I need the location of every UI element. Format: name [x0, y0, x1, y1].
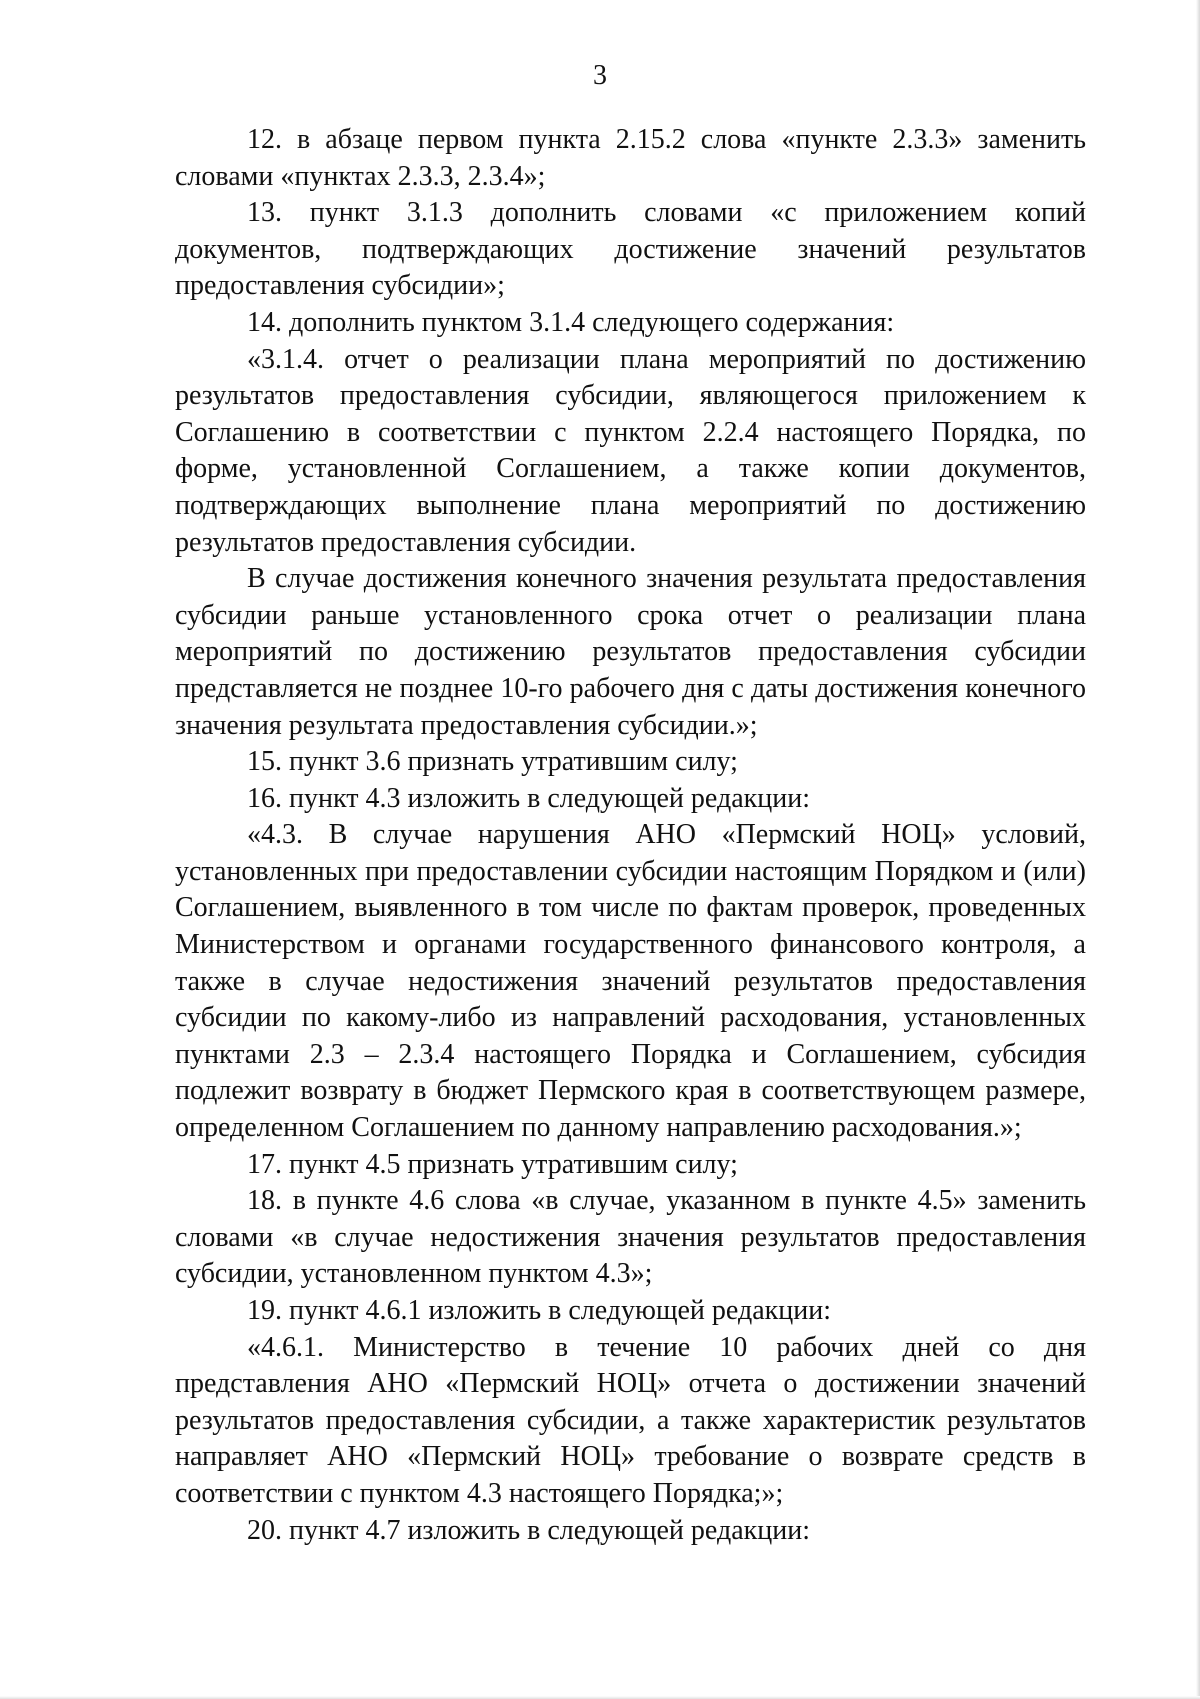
paragraph-clause-3-1-4-continued: В случае достижения конечного значения результата предоставления субсидии раньше установленного срока отчет о реализации плана мероприятий по достижению результатов предоставления субсидии представляется не позднее 10-го рабочего дня с даты достижения конечного значения результата предоставления субсидии.»;: [175, 563, 1086, 741]
page-number: 3: [593, 60, 607, 91]
paragraph-item-13: 13. пункт 3.1.3 дополнить словами «с приложением копий документов, подтверждающих достижение значений результатов предоставления субсидии»;: [175, 197, 1086, 302]
paragraph-clause-3-1-4: «3.1.4. отчет о реализации плана мероприятий по достижению результатов предоставления субсидии, являющегося приложением к Соглашению в соответствии с пунктом 2.2.4 настоящего Порядка, по форме, установленной Соглашением, а также копии документов, подтверждающих выполнение плана мероприятий по достижению результатов предоставления субсидии.: [175, 343, 1086, 558]
paragraph-item-20: 20. пункт 4.7 изложить в следующей редакции:: [247, 1514, 810, 1546]
paragraph-item-12: 12. в абзаце первом пункта 2.15.2 слова «пункте 2.3.3» заменить словами «пунктах 2.3.3, 2.3.4»;: [175, 124, 1086, 192]
document-body: [175, 122, 1086, 1549]
paragraph-item-18: 18. в пункте 4.6 слова «в случае, указанном в пункте 4.5» заменить словами «в случае недостижения значения результатов предоставления субсидии, установленном пунктом 4.3»;: [175, 1185, 1086, 1290]
paragraph-item-15: 15. пункт 3.6 признать утратившим силу;: [247, 746, 738, 778]
paragraph-item-14: 14. дополнить пунктом 3.1.4 следующего содержания:: [247, 306, 895, 338]
scan-edge-shadow: [1196, 0, 1200, 1699]
paragraph-clause-4-6-1: «4.6.1. Министерство в течение 10 рабочих дней со дня представления АНО «Пермский НОЦ» отчета о достижении значений результатов предоставления субсидии, а также характеристик результатов направляет АНО «Пермский НОЦ» требование о возврате средств в соответствии с пунктом 4.3 настоящего Порядка;»;: [175, 1331, 1086, 1509]
paragraph-item-19: 19. пункт 4.6.1 изложить в следующей редакции:: [247, 1295, 831, 1326]
paragraph-clause-4-3: «4.3. В случае нарушения АНО «Пермский НОЦ» условий, установленных при предоставлении субсидии настоящим Порядком и (или) Соглашением, выявленного в том числе по фактам проверок, проведенных Министерством и органами государственного финансового контроля, а также в случае недостижения значений результатов предоставления субсидии по какому-либо из направлений расходования, установленных пунктами 2.3 – 2.3.4 настоящего Порядка и Соглашением, субсидия подлежит возврату в бюджет Пермского края в соответствующем размере, определенном Соглашением по данному направлению расходования.»;: [175, 819, 1086, 1144]
paragraph-item-17: 17. пункт 4.5 признать утратившим силу;: [247, 1148, 738, 1180]
paragraph-item-16: 16. пункт 4.3 изложить в следующей редакции:: [247, 782, 810, 814]
